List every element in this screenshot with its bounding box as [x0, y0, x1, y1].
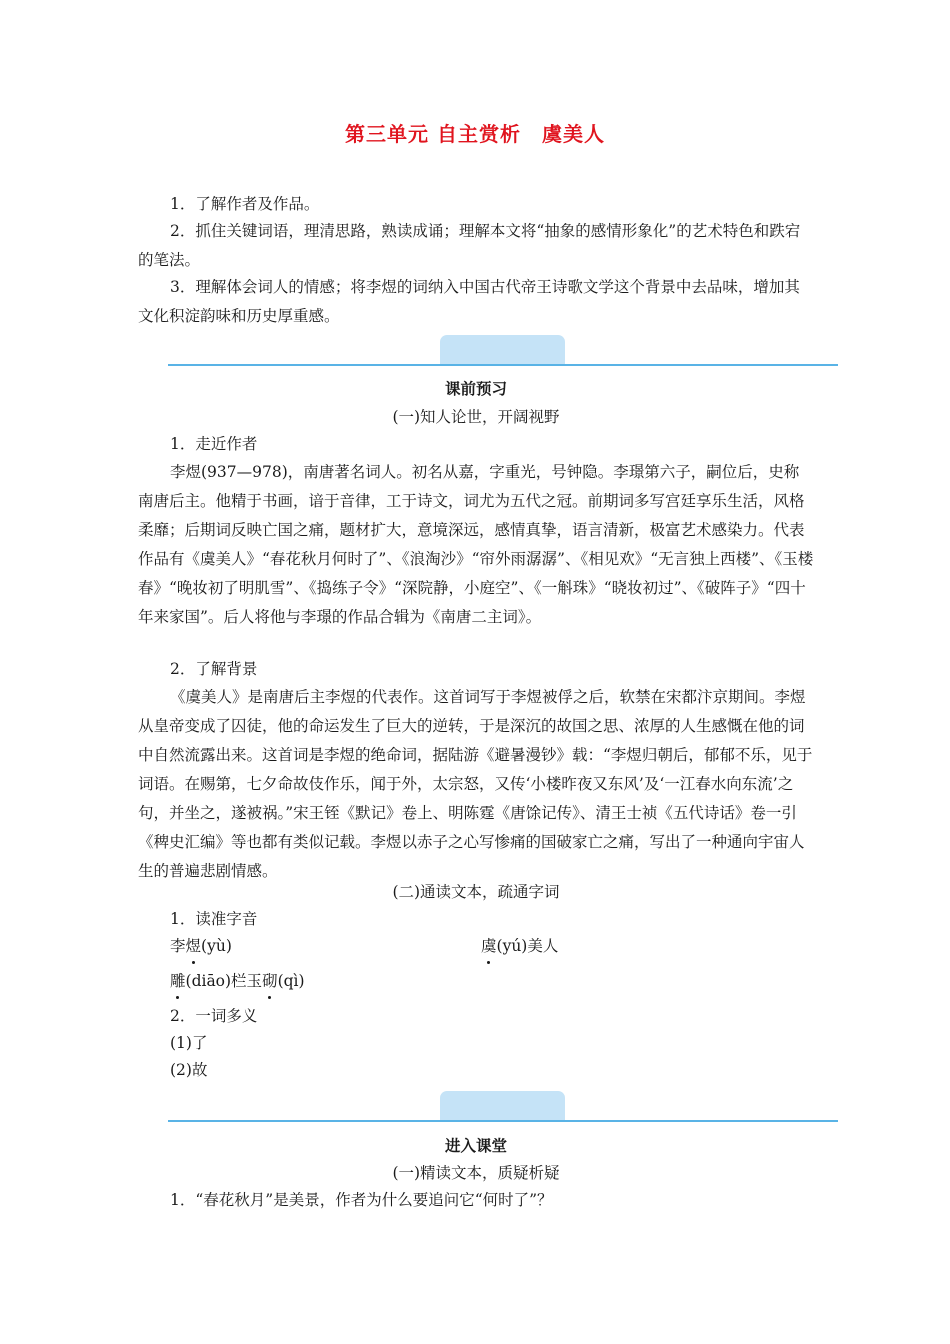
pron-b-char: 虞 [481, 932, 497, 961]
pron-a-prefix: 李 [170, 937, 186, 955]
item-polysemy-label: 2．一词多义 [170, 1007, 258, 1025]
polysemy-2: (2)故 [170, 1061, 208, 1079]
pron-a-reading: (yù) [201, 937, 232, 955]
pron-a-char: 煜 [186, 932, 202, 961]
section-heading-preview: 课前预习 [444, 380, 507, 398]
pronunciation-c [170, 967, 570, 996]
section-divider-preview [168, 335, 838, 367]
question-1: 1．“春花秋月”是美景，作者为什么要追问它“何时了”？ [170, 1191, 553, 1209]
author-paragraph: 李煜(937—978)，南唐著名词人。初名从嘉，字重光，号钟隐。李璟第六子，嗣位后，史称南唐后主。他精于书画，谙于音律，工于诗文，词尤为五代之冠。前期词多写宫廷享乐生活，风格柔靡；后期词反映亡国之痛，题材扩大，意境深远，感情真挚，语言清新，极富艺术感染力。代表作品有《虞美人》“春花秋月何时了”、《浪淘沙》“帘外雨潺潺”、《相见欢》“无言独上西楼”、《玉楼春》“晚妆初了明肌雪”、《捣练子令》“深院静，小庭空”、《一斛珠》“晓妆初过”、《破阵子》“四十年来家国”。后人将他与李璟的作品合辑为《南唐二主词》。 [138, 463, 814, 626]
goal-3: 3．理解体会词人的情感；将李煜的词纳入中国古代帝王诗歌文学这个背景中去品味，增加其文化积淀韵味和历史厚重感。 [138, 278, 800, 325]
divider-line [168, 364, 838, 366]
divider-tab [440, 335, 565, 365]
subheading-background: (一)知人论世，开阔视野 [392, 408, 560, 426]
pronunciation-b [481, 932, 781, 961]
page-title: 第三单元 自主赏析 虞美人 [345, 122, 605, 146]
polysemy-1: (1)了 [170, 1034, 208, 1052]
goal-1: 1．了解作者及作品。 [170, 195, 320, 213]
divider-tab [440, 1091, 565, 1121]
background-paragraph: 《虞美人》是南唐后主李煜的代表作。这首词写于李煜被俘之后，软禁在宋都汴京期间。李煜从皇帝变成了囚徒，他的命运发生了巨大的逆转，于是深沉的故国之思、浓厚的人生感慨在他的词中自然流露出来。这首词是李煜的绝命词，据陆游《避暑漫钞》载：“李煜归朝后，郁郁不乐，见于词语。在赐第，七夕命故伎作乐，闻于外，太宗怒，又传‘小楼昨夜又东风’及‘一江春水向东流’之句，并坐之，遂被祸。”宋王铚《默记》卷上、明陈霆《唐馀记传》、清王士祯《五代诗话》卷一引《稗史汇编》等也都有类似记载。李煜以赤子之心写惨痛的国破家亡之痛，写出了一种通向宇宙人生的普遍悲剧情感。 [138, 688, 813, 880]
item-pronunciation-label: 1．读准字音 [170, 910, 258, 928]
section-divider-class [168, 1091, 838, 1123]
item-background-label: 2．了解背景 [170, 660, 258, 678]
pron-c-reading: (qì) [277, 972, 305, 990]
pron-b-reading: (yú)美人 [496, 937, 559, 955]
pron-c-char2: 砌 [262, 967, 278, 996]
subheading-close-reading: (一)精读文本，质疑析疑 [392, 1164, 560, 1182]
item-author-label: 1．走近作者 [170, 435, 258, 453]
pron-c-mid: (diāo)栏玉 [185, 972, 263, 990]
subheading-reading: (二)通读文本，疏通字词 [392, 883, 560, 901]
pron-c-char: 雕 [170, 967, 186, 996]
goal-2: 2．抓住关键词语，理清思路，熟读成诵；理解本文将“抽象的感情形象化”的艺术特色和跌宕的笔法。 [138, 222, 801, 269]
divider-line [168, 1120, 838, 1122]
section-heading-class: 进入课堂 [444, 1137, 507, 1155]
pronunciation-a [170, 932, 470, 961]
